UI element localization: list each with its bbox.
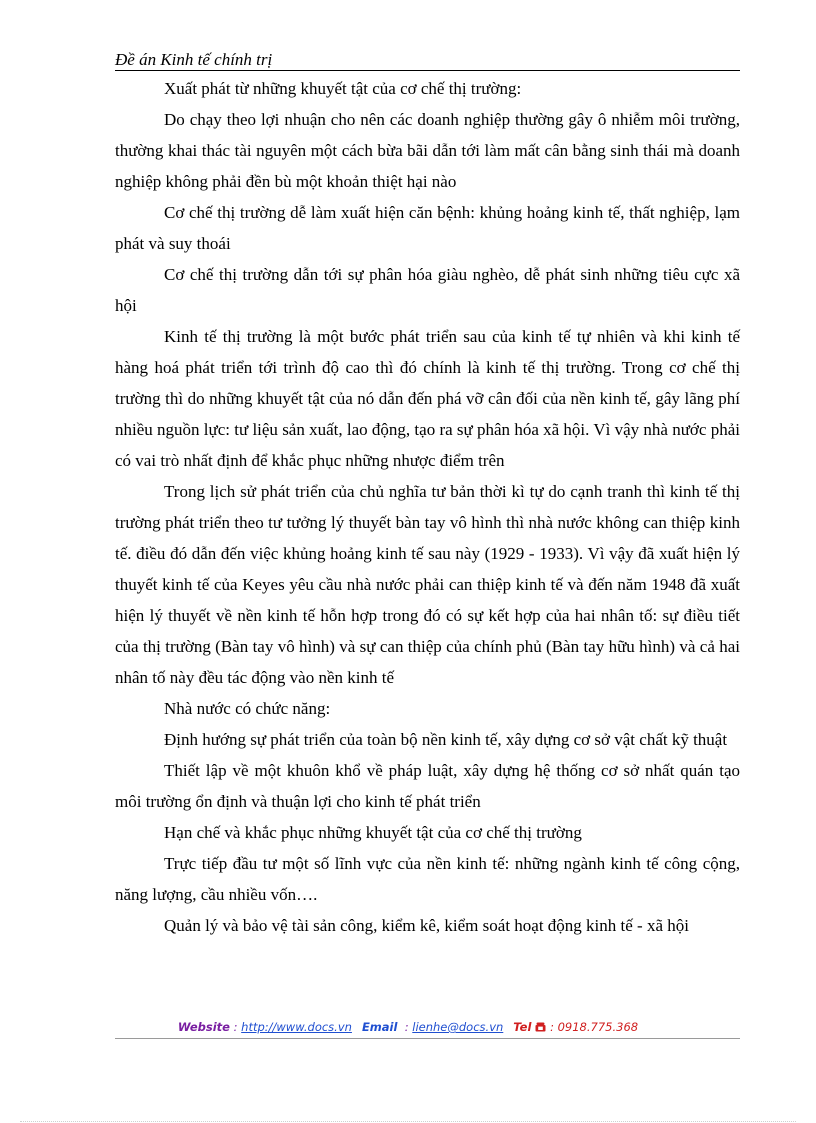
document-header-title: Đề án Kinh tế chính trị [115, 50, 273, 69]
paragraph: Thiết lập về một khuôn khổ về pháp luật, xây dựng hệ thống cơ sở nhất quán tạo môi trường ổn định và thuận lợi cho kinh tế phát triển [115, 761, 740, 811]
paragraph: Do chạy theo lợi nhuận cho nên các doanh nghiệp thường gây ô nhiễm môi trường, thường khai thác tài nguyên một cách bừa bãi dẫn tới làm mất cân bằng sinh thái mà doanh nghiệp không phải đền bù một khoản thiệt hại nào [115, 110, 740, 191]
paragraph: Quản lý và bảo vệ tài sản công, kiểm kê, kiểm soát hoạt động kinh tế - xã hội [164, 916, 689, 935]
tel-number: 0918.775.368 [557, 1020, 639, 1034]
page-footer: Website : http://www.docs.vn Email : lienhe@docs.vn Tel : 0918.775.368 [177, 1020, 639, 1034]
paragraph: Nhà nước có chức năng: [164, 699, 331, 718]
page-boundary [20, 1121, 796, 1122]
paragraph: Hạn chế và khắc phục những khuyết tật của cơ chế thị trường [164, 823, 582, 842]
header-divider [115, 70, 740, 71]
email-label: Email [361, 1020, 398, 1034]
website-label: Website [177, 1020, 230, 1034]
paragraph: Cơ chế thị trường dẫn tới sự phân hóa giàu nghèo, dễ phát sinh những tiêu cực xã hội [115, 265, 740, 315]
paragraph: Cơ chế thị trường dễ làm xuất hiện căn bệnh: khủng hoảng kinh tế, thất nghiệp, lạm phát và suy thoái [115, 203, 740, 253]
phone-icon [535, 1020, 546, 1034]
email-link[interactable]: lienhe@docs.vn [412, 1020, 504, 1034]
paragraph: Trong lịch sử phát triển của chủ nghĩa tư bản thời kì tự do cạnh tranh thì kinh tế thị trường phát triển theo tư tưởng lý thuyết bàn tay vô hình thì nhà nước không can thiệp kinh tế. điều đó dẫn đến việc khủng hoảng kinh tế sau này (1929 - 1933). Vì vậy đã xuất hiện lý thuyết kinh tế của Keyes yêu cầu nhà nước phải can thiệp kinh tế và đến năm 1948 đã xuất hiện lý thuyết về nền kinh tế hỗn hợp trong đó có sự kết hợp của hai nhân tố: sự điều tiết của thị trường (Bàn tay vô hình) và sự can thiệp của chính phủ (Bàn tay hữu hình) và cả hai nhân tố này đều tác động vào nền kinh tế [115, 482, 740, 687]
paragraph: Trực tiếp đầu tư một số lĩnh vực của nền kinh tế: những ngành kinh tế công cộng, năng lượng, cầu nhiều vốn…. [115, 854, 740, 904]
paragraph: Định hướng sự phát triển của toàn bộ nền kinh tế, xây dựng cơ sở vật chất kỹ thuật [164, 730, 728, 749]
website-link[interactable]: http://www.docs.vn [241, 1020, 352, 1034]
footer-divider [115, 1038, 740, 1039]
tel-label: Tel [513, 1020, 532, 1034]
paragraph: Kinh tế thị trường là một bước phát triển sau của kinh tế tự nhiên và khi kinh tế hàng hoá phát triển tới trình độ cao thì đó chính là kinh tế thị trường. Trong cơ chế thị trường thì do những khuyết tật của nó dẫn đến phá vỡ cân đối của nền kinh tế, gây lãng phí nhiều nguồn lực: tư liệu sản xuất, lao động, tạo ra sự phân hóa xã hội. Vì vậy nhà nước phải có vai trò nhất định để khắc phục những nhược điểm trên [115, 327, 740, 470]
paragraph: Xuất phát từ những khuyết tật của cơ chế thị trường: [164, 79, 522, 98]
document-body [115, 73, 740, 941]
